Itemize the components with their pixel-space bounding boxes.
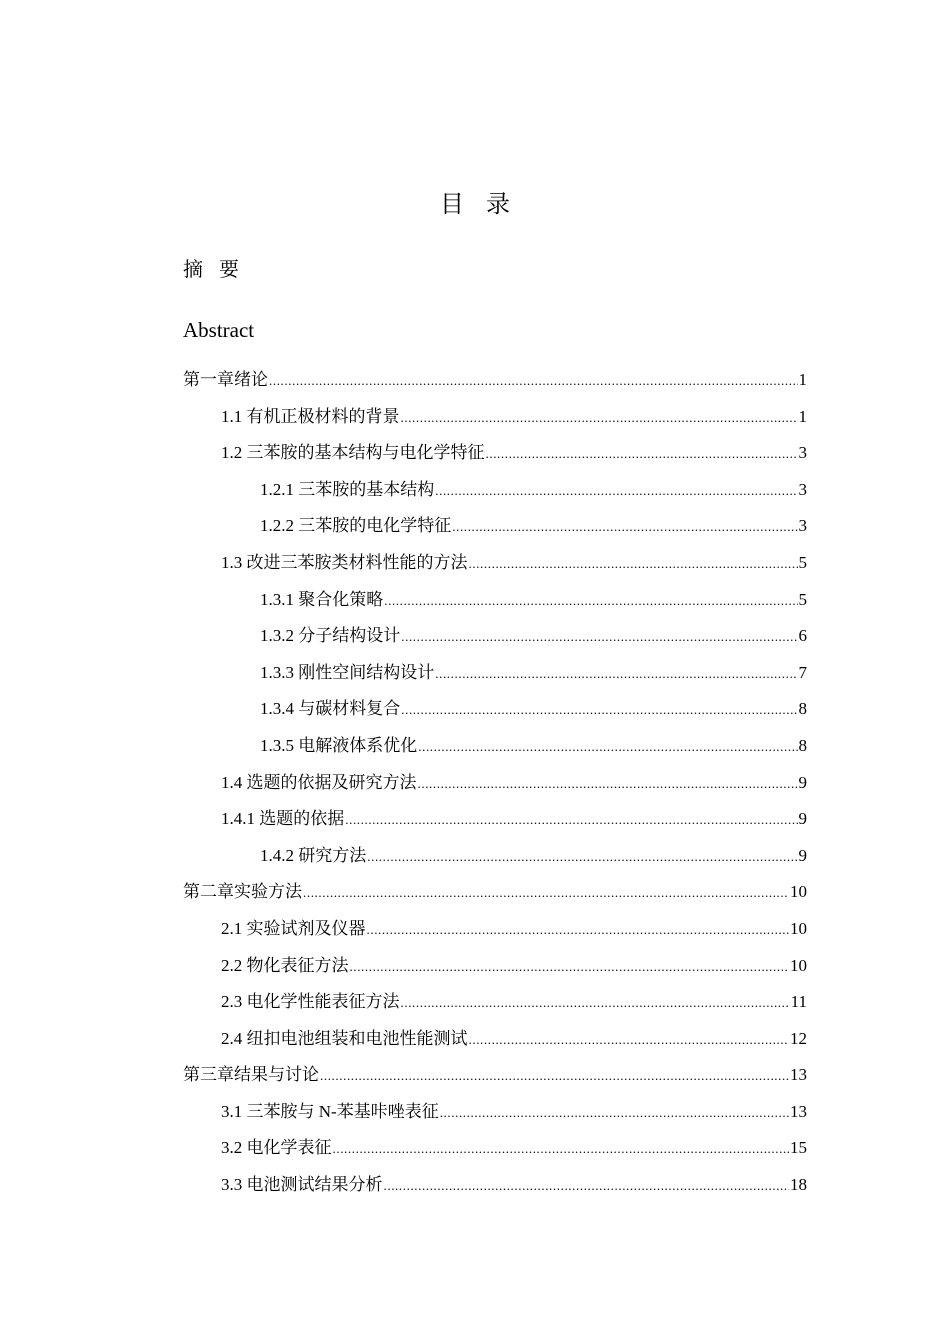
- toc-entry-label: 2.1 实验试剂及仪器: [221, 918, 366, 938]
- toc-entry-label: 1.1 有机正极材料的背景: [221, 406, 400, 426]
- toc-page-number: 12: [790, 1028, 807, 1048]
- toc-entry: [183, 801, 807, 838]
- toc-leader-dots: [367, 912, 790, 949]
- toc-leader-dots: [469, 1022, 790, 1059]
- toc-leader-dots: [269, 363, 798, 400]
- toc-entry: [183, 911, 807, 948]
- toc-entry: [183, 582, 807, 619]
- toc-entry-label: 2.3 电化学性能表征方法: [221, 992, 400, 1012]
- toc-page-number: 9: [798, 809, 807, 829]
- toc-leader-dots: [320, 1058, 789, 1095]
- toc-page-number: 8: [798, 699, 807, 719]
- toc-entry-label: 3.1 三苯胺与 N-苯基咔唑表征: [221, 1101, 439, 1121]
- toc-entry-label: 第一章绪论: [183, 370, 268, 389]
- toc-entry-label: 1.4.1 选题的依据: [221, 809, 345, 829]
- abstract-en-heading: Abstract: [183, 318, 255, 342]
- toc-entry: [183, 948, 807, 985]
- toc-entry: [183, 874, 807, 911]
- toc-entry: [183, 838, 807, 875]
- toc-page-number: 11: [790, 992, 807, 1012]
- toc-entry: [183, 1130, 807, 1167]
- toc-entry-label: 2.4 纽扣电池组装和电池性能测试: [221, 1028, 468, 1048]
- toc-leader-dots: [333, 1131, 790, 1168]
- toc-entry-label: 1.4 选题的依据及研究方法: [221, 772, 417, 792]
- toc-page-number: 3: [798, 479, 807, 499]
- toc-entry: [183, 362, 807, 399]
- toc-leader-dots: [345, 802, 797, 839]
- toc-entry-label: 1.2.1 三苯胺的基本结构: [260, 479, 435, 499]
- toc-entry: [183, 399, 807, 436]
- toc-leader-dots: [452, 509, 797, 546]
- toc-page-number: 18: [790, 1175, 807, 1195]
- toc-entry-label: 1.2.2 三苯胺的电化学特征: [260, 516, 452, 536]
- abstract-cn-heading: 摘要: [183, 257, 255, 281]
- toc-leader-dots: [486, 436, 798, 473]
- toc-entry-label: 1.3.1 聚合化策略: [260, 589, 384, 609]
- toc-leader-dots: [418, 766, 798, 803]
- toc-leader-dots: [350, 949, 790, 986]
- toc-entry: [183, 472, 807, 509]
- toc-leader-dots: [440, 1095, 789, 1132]
- toc-entry: [183, 691, 807, 728]
- toc-entry-label: 1.3 改进三苯胺类材料性能的方法: [221, 552, 468, 572]
- toc-page-number: 13: [790, 1065, 807, 1085]
- toc-leader-dots: [418, 729, 797, 766]
- toc-page-number: 10: [790, 918, 807, 938]
- toc-entry: [183, 618, 807, 655]
- toc-leader-dots: [435, 656, 797, 693]
- toc-entry: [183, 655, 807, 692]
- toc-entry-label: 1.4.2 研究方法: [260, 845, 367, 865]
- toc-entry: [183, 728, 807, 765]
- toc-leader-dots: [401, 400, 798, 437]
- toc-entry-label: 1.3.2 分子结构设计: [260, 626, 401, 646]
- toc-page-number: 10: [790, 882, 807, 902]
- toc-entry: [183, 1167, 807, 1204]
- toc-page-number: 3: [798, 443, 807, 463]
- toc-page-number: 13: [790, 1101, 807, 1121]
- toc-entry-label: 第二章实验方法: [183, 882, 302, 902]
- toc-page-number: 10: [790, 955, 807, 975]
- toc-entry-label: 2.2 物化表征方法: [221, 955, 349, 975]
- toc-entry-label: 3.2 电化学表征: [221, 1138, 332, 1158]
- table-of-contents: [183, 362, 807, 1204]
- toc-leader-dots: [401, 985, 790, 1022]
- toc-entry: [183, 984, 807, 1021]
- toc-entry: [183, 1057, 807, 1094]
- page-title: 目录: [440, 190, 532, 218]
- toc-page-number: 5: [798, 552, 807, 572]
- toc-entry-label: 1.3.3 刚性空间结构设计: [260, 662, 435, 682]
- toc-entry-label: 1.2 三苯胺的基本结构与电化学特征: [221, 443, 485, 463]
- toc-page-number: 9: [798, 772, 807, 792]
- toc-entry: [183, 765, 807, 802]
- toc-leader-dots: [401, 692, 797, 729]
- toc-page-number: 1: [798, 370, 807, 389]
- toc-leader-dots: [435, 473, 797, 510]
- toc-leader-dots: [384, 1168, 790, 1205]
- toc-entry: [183, 508, 807, 545]
- toc-entry: [183, 1021, 807, 1058]
- toc-entry-label: 第三章结果与讨论: [183, 1065, 319, 1085]
- toc-entry-label: 1.3.5 电解液体系优化: [260, 735, 418, 755]
- toc-page-number: 9: [798, 845, 807, 865]
- toc-leader-dots: [367, 839, 797, 876]
- toc-page-number: 1: [798, 406, 807, 426]
- toc-leader-dots: [303, 875, 789, 912]
- toc-page-number: 6: [798, 626, 807, 646]
- toc-page-number: 7: [798, 662, 807, 682]
- toc-page-number: 3: [798, 516, 807, 536]
- toc-entry: [183, 545, 807, 582]
- toc-leader-dots: [469, 546, 798, 583]
- toc-page-number: 15: [790, 1138, 807, 1158]
- toc-entry-label: 3.3 电池测试结果分析: [221, 1175, 383, 1195]
- toc-page-number: 5: [798, 589, 807, 609]
- toc-page-number: 8: [798, 735, 807, 755]
- toc-leader-dots: [401, 619, 797, 656]
- toc-entry: [183, 435, 807, 472]
- toc-leader-dots: [384, 583, 797, 620]
- toc-entry: [183, 1094, 807, 1131]
- toc-entry-label: 1.3.4 与碳材料复合: [260, 699, 401, 719]
